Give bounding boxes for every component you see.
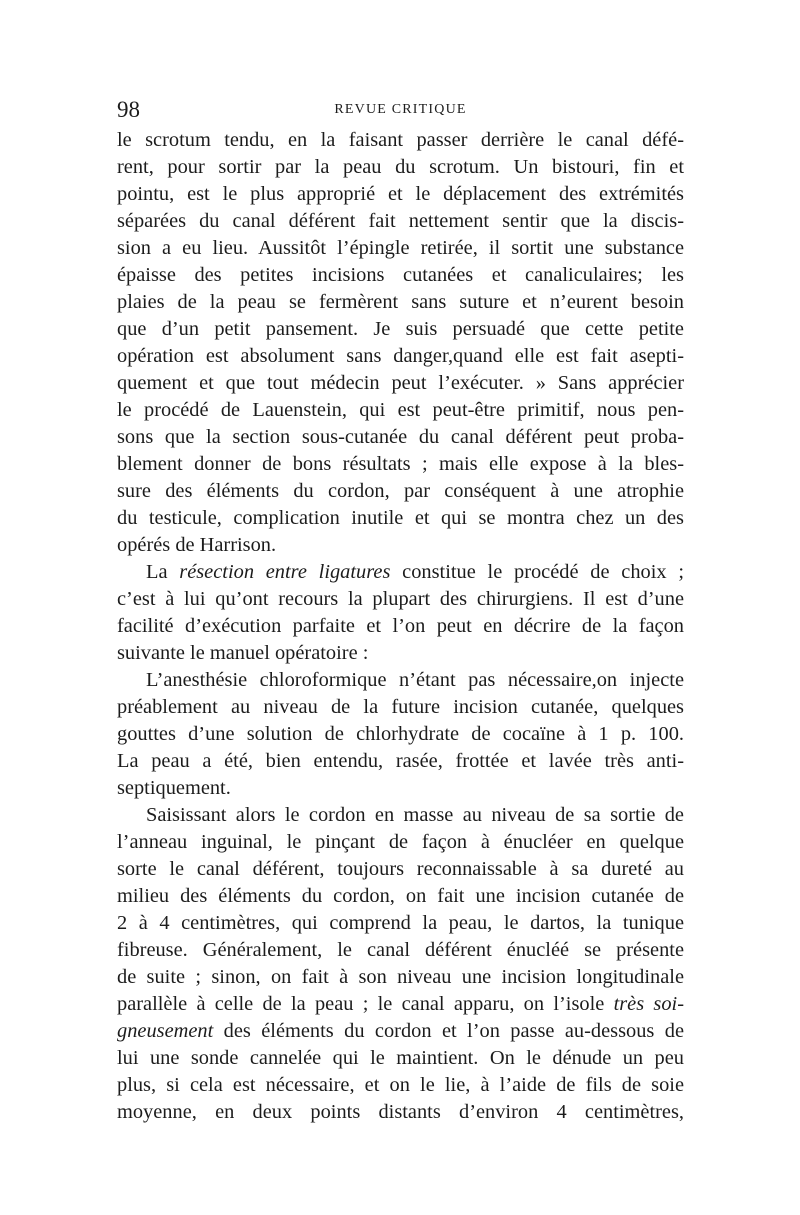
line-text: constitue le procédé de choix ; (390, 561, 684, 583)
text-line (117, 1018, 684, 1045)
italic-term: très soi- (613, 993, 684, 1015)
page-number: 98 (117, 97, 140, 122)
text-line: le scrotum tendu, en la faisant passer derrière le canal défé- (117, 129, 684, 151)
text-line: La peau a été, bien entendu, rasée, frottée et lavée très anti- (117, 750, 684, 772)
text-line: séparées du canal déférent fait nettement sentir que la discis- (117, 210, 684, 232)
text-line: opérés de Harrison. (117, 534, 277, 556)
text-line: sorte le canal déférent, toujours reconnaissable à sa dureté au (117, 858, 684, 880)
text-line: L’anesthésie chloroformique n’étant pas nécessaire,on injecte (146, 669, 684, 691)
text-line: sons que la section sous-cutanée du canal déférent peut proba- (117, 426, 684, 448)
text-line: Saisissant alors le cordon en masse au niveau de sa sortie de (146, 804, 684, 826)
text-line: septiquement. (117, 777, 231, 799)
text-line: que d’un petit pansement. Je suis persuadé que cette petite (117, 318, 684, 340)
text-line (117, 991, 684, 1018)
running-title: REVUE CRITIQUE (334, 102, 467, 117)
text-line: opération est absolument sans danger,quand elle est fait asepti- (117, 345, 684, 367)
text-line: préablement au niveau de la future incision cutanée, quelques (117, 696, 684, 718)
text-line: sure des éléments du cordon, par conséquent à une atrophie (117, 480, 684, 502)
text-line: 2 à 4 centimètres, qui comprend la peau, le dartos, la tunique (117, 912, 684, 934)
text-line (117, 559, 684, 586)
text-line: gouttes d’une solution de chlorhydrate de cocaïne à 1 p. 100. (117, 723, 684, 745)
text-line: facilité d’exécution parfaite et l’on peut en décrire de la façon (117, 615, 684, 637)
text-line: suivante le manuel opératoire : (117, 642, 369, 664)
italic-term: gneusement (117, 1020, 214, 1042)
text-line: plus, si cela est nécessaire, et on le lie, à l’aide de fils de soie (117, 1074, 684, 1096)
text-line: du testicule, complication inutile et qui se montra chez un des (117, 507, 684, 529)
text-line: fibreuse. Généralement, le canal déférent énucléé se présente (117, 939, 684, 961)
text-line: blement donner de bons résultats ; mais elle expose à la bles- (117, 453, 684, 475)
text-line: lui une sonde cannelée qui le maintient. On le dénude un peu (117, 1047, 684, 1069)
text-line: c’est à lui qu’ont recours la plupart des chirurgiens. Il est d’une (117, 588, 684, 610)
text-line: milieu des éléments du cordon, on fait une incision cutanée de (117, 885, 684, 907)
text-line: de suite ; sinon, on fait à son niveau une incision longitudinale (117, 966, 684, 988)
page-header (117, 96, 684, 124)
text-line: moyenne, en deux points distants d’environ 4 centimètres, (117, 1101, 684, 1123)
line-text: La (146, 561, 180, 583)
body-text (117, 127, 684, 1126)
text-line: plaies de la peau se fermèrent sans suture et n’eurent besoin (117, 291, 684, 313)
line-text: parallèle à celle de la peau ; le canal apparu, on l’isole (117, 993, 614, 1015)
text-line: épaisse des petites incisions cutanées et canaliculaires; les (117, 264, 684, 286)
text-line: l’anneau inguinal, le pinçant de façon à énucléer en quelque (117, 831, 684, 853)
text-line: sion a eu lieu. Aussitôt l’épingle retirée, il sortit une substance (117, 237, 684, 259)
italic-term: résection entre ligatures (179, 561, 391, 583)
line-text: des éléments du cordon et l’on passe au-dessous de (213, 1020, 684, 1042)
text-line: quement et que tout médecin peut l’exécuter. » Sans apprécier (117, 372, 684, 394)
text-line: le procédé de Lauenstein, qui est peut-être primitif, nous pen- (117, 399, 684, 421)
text-line: rent, pour sortir par la peau du scrotum. Un bistouri, fin et (117, 156, 684, 178)
text-line: pointu, est le plus approprié et le déplacement des extrémités (117, 183, 684, 205)
